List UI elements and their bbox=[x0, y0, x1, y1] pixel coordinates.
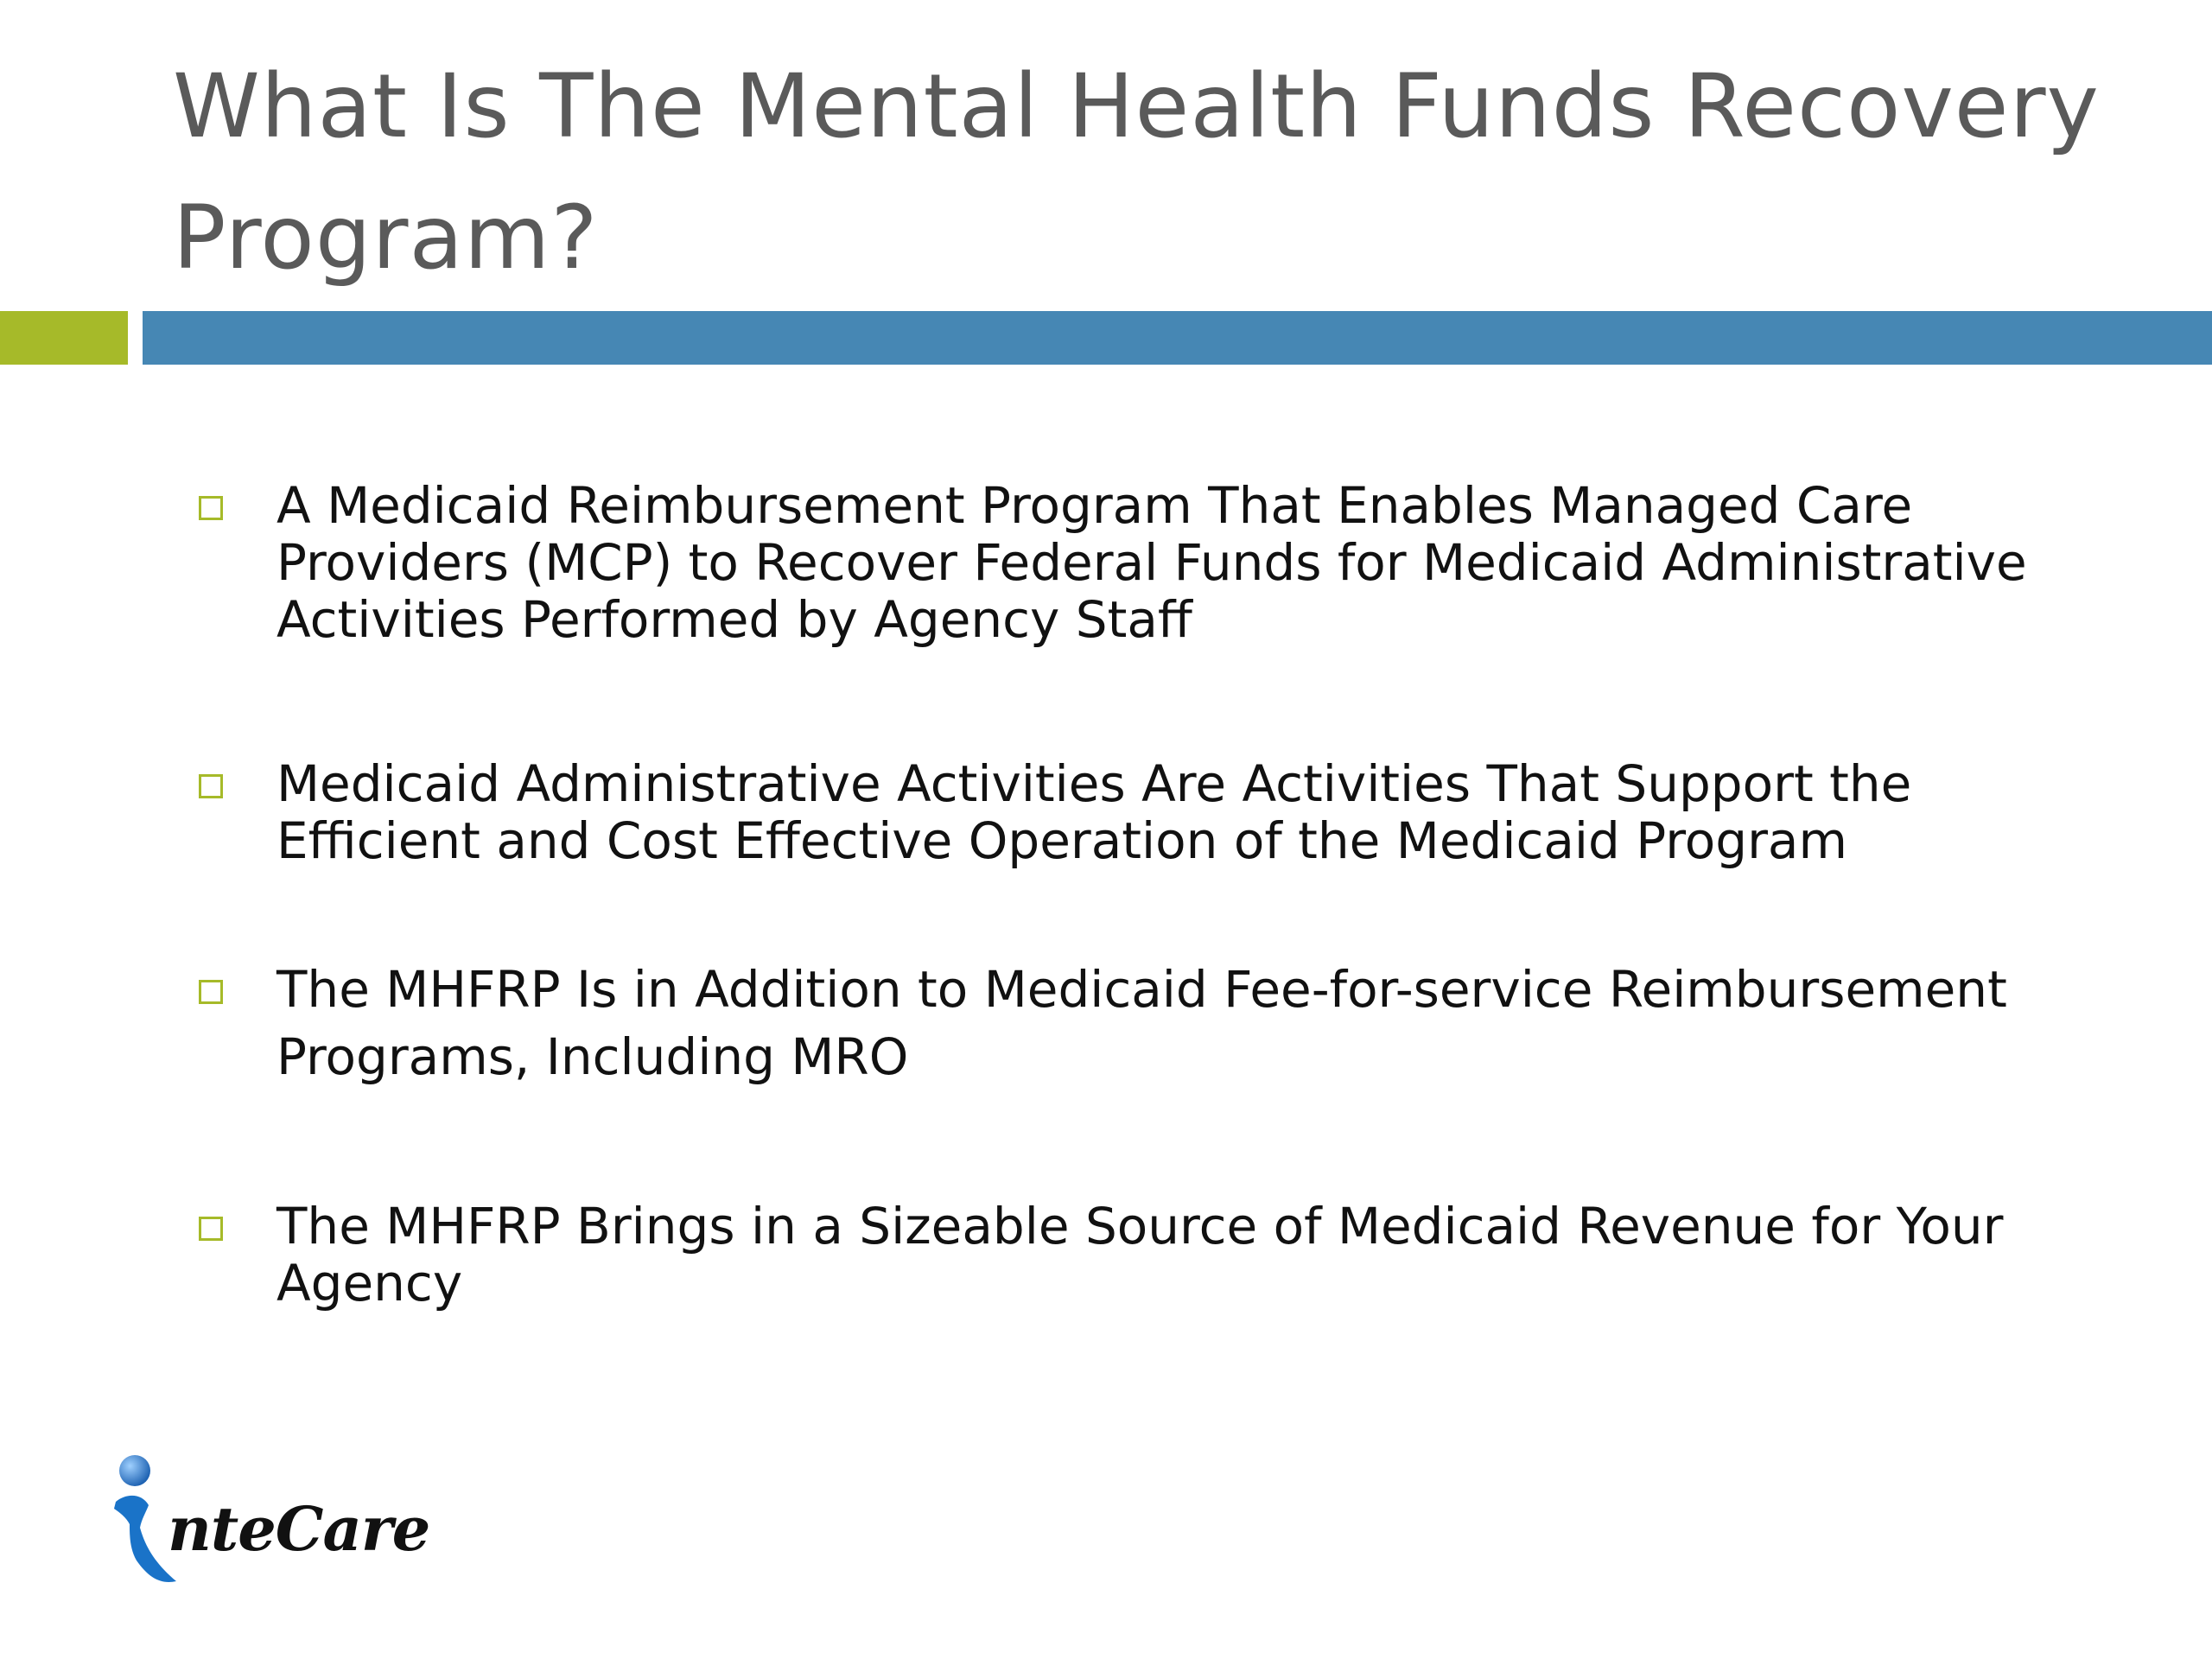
slide-title: What Is The Mental Health Funds Recovery Program? bbox=[173, 55, 2100, 289]
bullet-text: A Medicaid Reimbursement Program That Enables Managed Care Providers (MCP) to Recover Federal Funds for Medicaid Administrative Activities Performed by Agency Staff bbox=[276, 476, 2027, 649]
square-bullet-icon bbox=[199, 496, 223, 520]
square-bullet-icon bbox=[199, 774, 223, 798]
intecare-logo bbox=[111, 1452, 456, 1590]
bullet-text: Medicaid Administrative Activities Are Activities That Support the Efficient and Cost Effective Operation of the Medicaid Program bbox=[276, 754, 1912, 870]
logo-wordmark: nteCare bbox=[168, 1493, 430, 1565]
bullet-text: The MHFRP Brings in a Sizeable Source of Medicaid Revenue for Your Agency bbox=[276, 1197, 2004, 1313]
square-bullet-icon bbox=[199, 980, 223, 1004]
square-bullet-icon bbox=[199, 1217, 223, 1241]
bullet-text: The MHFRP Is in Addition to Medicaid Fee-for-service Reimbursement Programs, Including MRO bbox=[276, 960, 2007, 1086]
